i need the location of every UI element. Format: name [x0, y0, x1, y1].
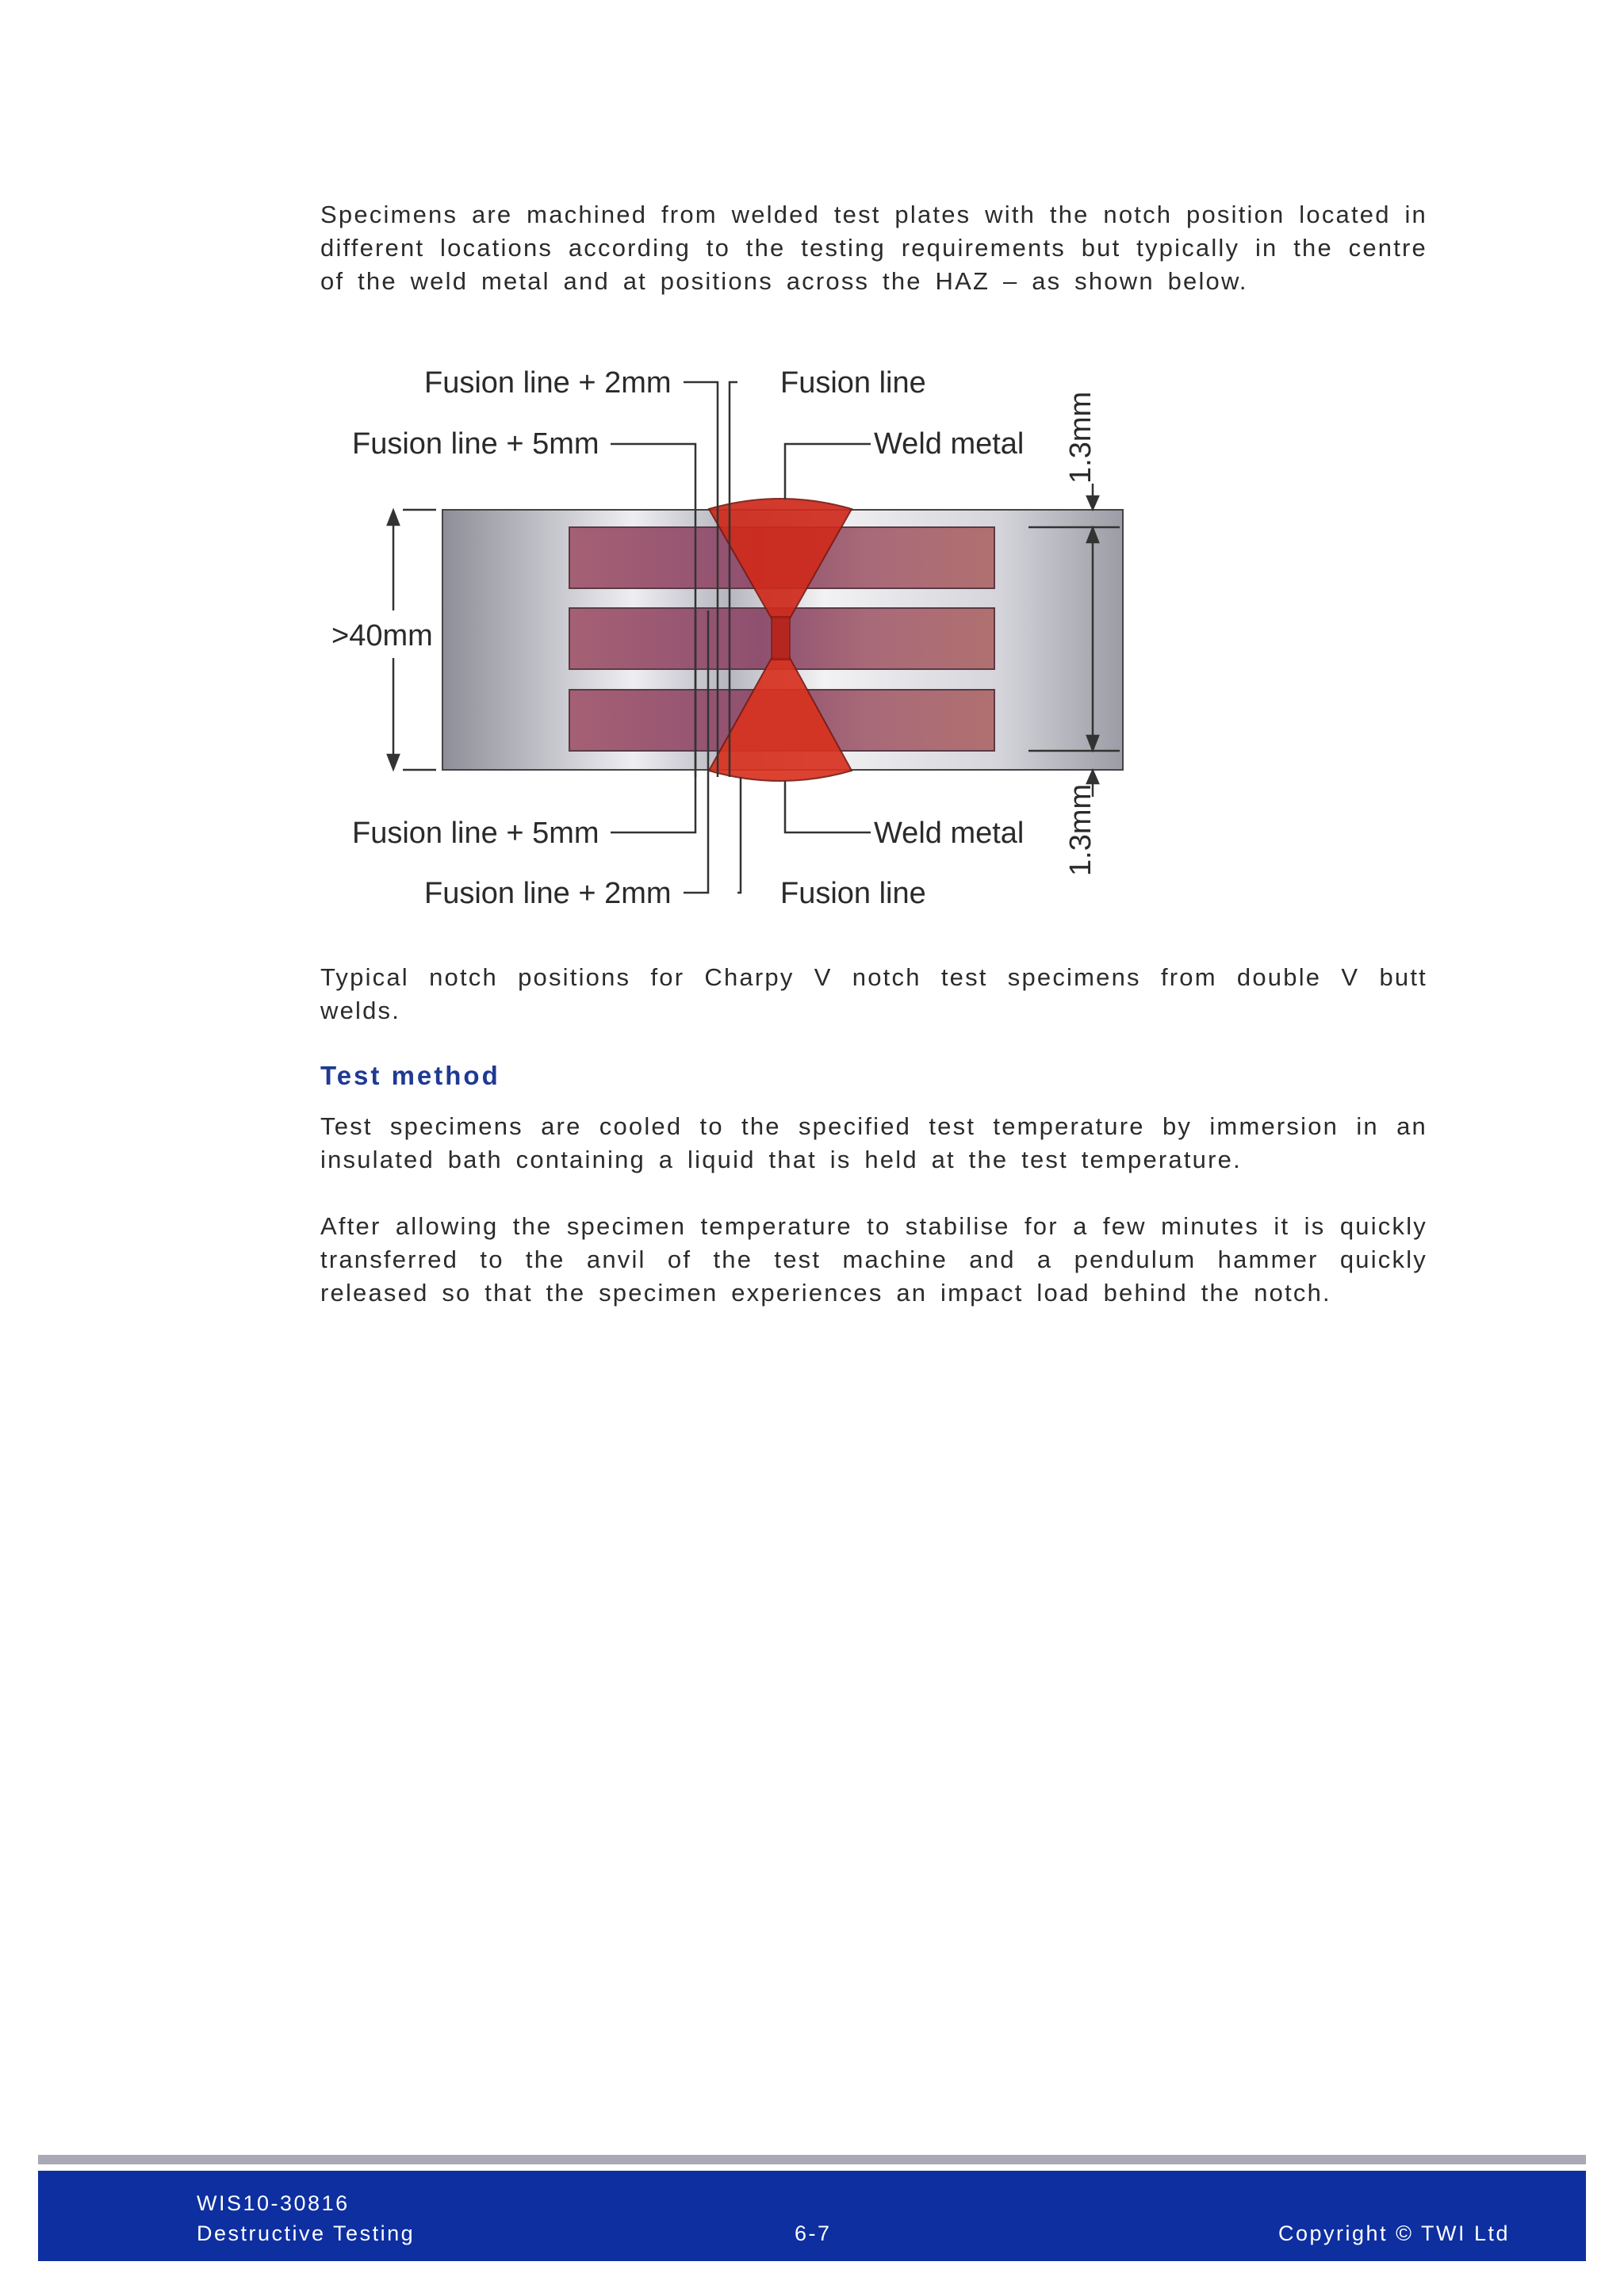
- footer-rule: [38, 2155, 1586, 2164]
- label-top-1-3mm: 1.3mm: [1064, 391, 1097, 484]
- page-footer: [38, 2171, 1586, 2261]
- footer-copyright: Copyright © TWI Ltd: [1278, 2221, 1510, 2245]
- footer-page-number: 6-7: [795, 2221, 832, 2245]
- label-bottom-1-3mm: 1.3mm: [1064, 783, 1097, 876]
- charpy-notch-diagram: [317, 349, 1142, 920]
- intro-paragraph: Specimens are machined from welded test plates with the notch position located in different locations according to the testing requirements but typically in the centre of the weld metal and at positions across the HAZ – as shown below.: [320, 201, 1427, 295]
- diagram-caption: Typical notch positions for Charpy V notch test specimens from double V butt welds.: [320, 963, 1427, 1024]
- footer-section: Destructive Testing: [197, 2221, 416, 2245]
- label-thickness: >40mm: [331, 619, 433, 652]
- label-top-fusion-plus-5mm: Fusion line + 5mm: [352, 427, 599, 461]
- section-heading: Test method: [320, 1061, 500, 1090]
- label-bottom-fusion-line: Fusion line: [780, 877, 926, 910]
- label-top-fusion-plus-2mm: Fusion line + 2mm: [424, 366, 672, 400]
- method-paragraph-1: Test specimens are cooled to the specified test temperature by immersion in an insulated bath containing a liquid that is held at the test temperature.: [320, 1112, 1427, 1173]
- label-top-weld-metal: Weld metal: [874, 427, 1025, 461]
- label-bottom-fusion-plus-5mm: Fusion line + 5mm: [352, 817, 599, 850]
- leader-bottom-weld-metal: [785, 781, 871, 832]
- weld-root: [772, 617, 790, 660]
- leader-bottom-fusion-line: [737, 777, 741, 893]
- label-bottom-fusion-plus-2mm: Fusion line + 2mm: [424, 877, 672, 910]
- footer-doc-code: WIS10-30816: [197, 2191, 350, 2215]
- leader-top-weld-metal: [785, 444, 871, 499]
- label-bottom-weld-metal: Weld metal: [874, 817, 1025, 850]
- method-paragraph-2: After allowing the specimen temperature to stabilise for a few minutes it is quickly transferred to the anvil of the test machine and a pendulum hammer quickly released so that the specimen experiences an impact load behind the notch.: [320, 1212, 1427, 1307]
- label-top-fusion-line: Fusion line: [780, 366, 926, 400]
